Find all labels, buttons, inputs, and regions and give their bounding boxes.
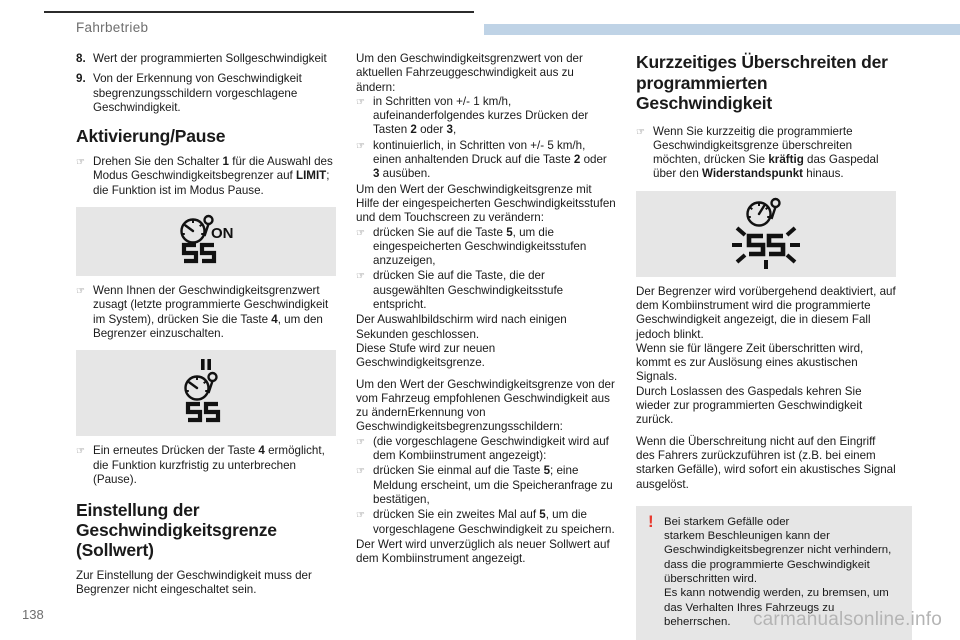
- pointing-hand-icon: ☞: [356, 140, 365, 152]
- figure-limiter-pause: [76, 350, 336, 436]
- page-header: [0, 0, 960, 46]
- bullet-item: [356, 435, 616, 464]
- bullet-item: [356, 226, 616, 269]
- column-left: [76, 52, 336, 598]
- limiter-on-icon: [146, 212, 266, 272]
- header-accent-bar: [484, 24, 960, 35]
- pointing-hand-icon: ☞: [636, 126, 645, 138]
- section-heading-kurzzeitig: Kurzzeitiges Überschreiten der programmierten Geschwindigkeit: [636, 52, 888, 113]
- warning-exclamation-icon: !: [648, 511, 654, 531]
- list-item: [76, 52, 336, 66]
- bullet-text: drücken Sie ein zweites Mal auf 5, um die vorgeschlagene Geschwindigkeit zu speichern.: [373, 508, 615, 536]
- figure-limiter-on-inner: [76, 207, 336, 276]
- bullet-text: Wenn Sie kurzzeitig die programmierte Geschwindigkeitsgrenze überschreiten möchten, drücken Sie kräftig das Gaspedal über den Widerstandspunkt hinaus.: [653, 124, 879, 181]
- paragraph-begrenzer-deaktiviert: Der Begrenzer wird vorübergehend deaktiviert, auf dem Kombiinstrument wird die programmierte Geschwindigkeit angezeigt, die in diesem Fall jedoch blinkt.: [636, 284, 896, 341]
- pointing-hand-icon: ☞: [356, 271, 365, 283]
- bullet-text: drücken Sie einmal auf die Taste 5; eine Meldung erscheint, um die Speicheranfrage zu bestätigen,: [373, 464, 613, 506]
- figure-limiter-pause-inner: [76, 350, 336, 436]
- limiter-blinking-icon: [701, 194, 831, 274]
- pointing-hand-icon: ☞: [76, 157, 85, 169]
- pause-icon: [201, 359, 205, 370]
- warning-line-3: Es kann notwendig werden, zu bremsen, um das Verhalten Ihres Fahrzeugs zu beherrschen.: [664, 587, 889, 628]
- header-rule: [44, 11, 474, 13]
- bullet-item: [636, 125, 896, 182]
- list-item-text: Wert der programmierten Sollgeschwindigkeit: [93, 52, 327, 65]
- bullet-text: drücken Sie auf die Taste, die der ausgewählten Geschwindigkeitsstufe entspricht.: [373, 269, 564, 312]
- bullet-text: kontinuierlich, in Schritten von +/- 5 km/h, einen anhaltenden Druck auf die Taste 2 oder 3 ausüben.: [373, 138, 607, 181]
- column-right: [636, 52, 896, 640]
- bullet-text: Wenn Ihnen der Geschwindigkeitsgrenzwert zusagt (letzte programmierte Geschwindigkeit im System), drücken Sie die Taste 4, um den Begrenzer einzuschalten.: [93, 284, 329, 340]
- page-title: Fahrbetrieb: [76, 20, 149, 35]
- list-item-number: 9.: [76, 72, 86, 86]
- figure-limiter-blinking-inner: [636, 191, 896, 277]
- bullet-item: [356, 139, 616, 182]
- paragraph-intro-3: Um den Wert der Geschwindigkeitsgrenze von der vom Fahrzeug empfohlenen Geschwindigkeit aus zu ändernErkennung von Geschwindigkeitsbegrenzungsschildern:: [356, 377, 615, 434]
- paragraph-laengere-zeit: Wenn sie für längere Zeit überschritten wird, kommt es zur Auslösung eines akustischen Signals.: [636, 341, 864, 384]
- pointing-hand-icon: ☞: [356, 96, 365, 108]
- paragraph-intro-2: Um den Wert der Geschwindigkeitsgrenze mit Hilfe der eingespeicherten Geschwindigkeitsstufen und dem Touchscreen zu verändern:: [356, 182, 616, 225]
- list-item-number: 8.: [76, 52, 86, 65]
- section-heading-aktivierung: Aktivierung/Pause: [76, 126, 226, 147]
- paragraph-intro-1: Um den Geschwindigkeitsgrenzwert von der aktuellen Fahrzeuggeschwindigkeit aus zu ändern:: [356, 52, 583, 94]
- figure-limiter-on: [76, 207, 336, 276]
- bullet-item: [356, 269, 616, 312]
- bullet-item: [76, 155, 336, 198]
- column-middle: [356, 52, 616, 566]
- pointing-hand-icon: ☞: [356, 466, 365, 478]
- page-number: 138: [22, 607, 44, 622]
- bullet-item: [356, 95, 616, 138]
- pointing-hand-icon: ☞: [356, 227, 365, 239]
- bullet-item: [356, 508, 616, 537]
- paragraph-einstellung: Zur Einstellung der Geschwindigkeit muss der Begrenzer nicht eingeschaltet sein.: [76, 569, 312, 597]
- warning-line-2: starkem Beschleunigen kann der Geschwindigkeitsbegrenzer nicht verhindern, dass die programmierte Geschwindigkeit überschritten wird.: [664, 530, 892, 586]
- pointing-hand-icon: ☞: [76, 286, 85, 298]
- bullet-item: [76, 444, 336, 487]
- list-item-text: Von der Erkennung von Geschwindigkeit sbegrenzungsschildern vorgeschlagene Geschwindigkeit.: [93, 72, 302, 114]
- figure-state-label: ON: [211, 224, 234, 242]
- section-heading-einstellung: Einstellung der Geschwindigkeitsgrenze (Sollwert): [76, 500, 277, 561]
- watermark: carmanualsonline.info: [752, 609, 942, 630]
- bullet-text: drücken Sie auf die Taste 5, um die eingespeicherten Geschwindigkeitsstufen anzuzeigen,: [373, 225, 587, 268]
- bullet-text: in Schritten von +/- 1 km/h, aufeinanderfolgendes kurzes Drücken der Tasten 2 oder 3,: [373, 94, 589, 137]
- bullet-item: [356, 464, 616, 507]
- list-item: [76, 72, 336, 115]
- pointing-hand-icon: ☞: [356, 510, 365, 522]
- bullet-text: (die vorgeschlagene Geschwindigkeit wird auf dem Kombiinstrument angezeigt):: [373, 434, 609, 463]
- bullet-item: [76, 284, 336, 341]
- paragraph-auswahlbildschirm: Der Auswahlbildschirm wird nach einigen Sekunden geschlossen.: [356, 313, 567, 341]
- paragraph-ueberschreitung: Wenn die Überschreitung nicht auf den Eingriff des Fahrers zurückzuführen ist (z.B. bei einem starken Gefälle), wird sofort ein akustisches Signal ausgelöst.: [636, 434, 896, 491]
- blink-rays-icon: [732, 228, 800, 269]
- pointing-hand-icon: ☞: [356, 436, 365, 448]
- bullet-text: Drehen Sie den Schalter 1 für die Auswahl des Modus Geschwindigkeitsbegrenzer auf LIMIT; die Funktion ist im Modus Pause.: [93, 155, 333, 197]
- figure-limiter-blinking: [636, 191, 896, 277]
- bullet-text: Ein erneutes Drücken der Taste 4 ermöglicht, die Funktion kurzfristig zu unterbrechen (Pause).: [93, 444, 325, 486]
- warning-line-1: Bei starkem Gefälle oder: [664, 515, 790, 528]
- paragraph-stufe: Diese Stufe wird zur neuen Geschwindigkeitsgrenze.: [356, 341, 496, 370]
- paragraph-loslassen: Durch Loslassen des Gaspedals kehren Sie wieder zur programmierten Geschwindigkeit zurück.: [636, 384, 863, 427]
- numbered-list: [76, 52, 336, 115]
- paragraph-sollwert: Der Wert wird unverzüglich als neuer Sollwert auf dem Kombiinstrument angezeigt.: [356, 537, 610, 566]
- limiter-pause-icon: [146, 355, 266, 431]
- pointing-hand-icon: ☞: [76, 446, 85, 458]
